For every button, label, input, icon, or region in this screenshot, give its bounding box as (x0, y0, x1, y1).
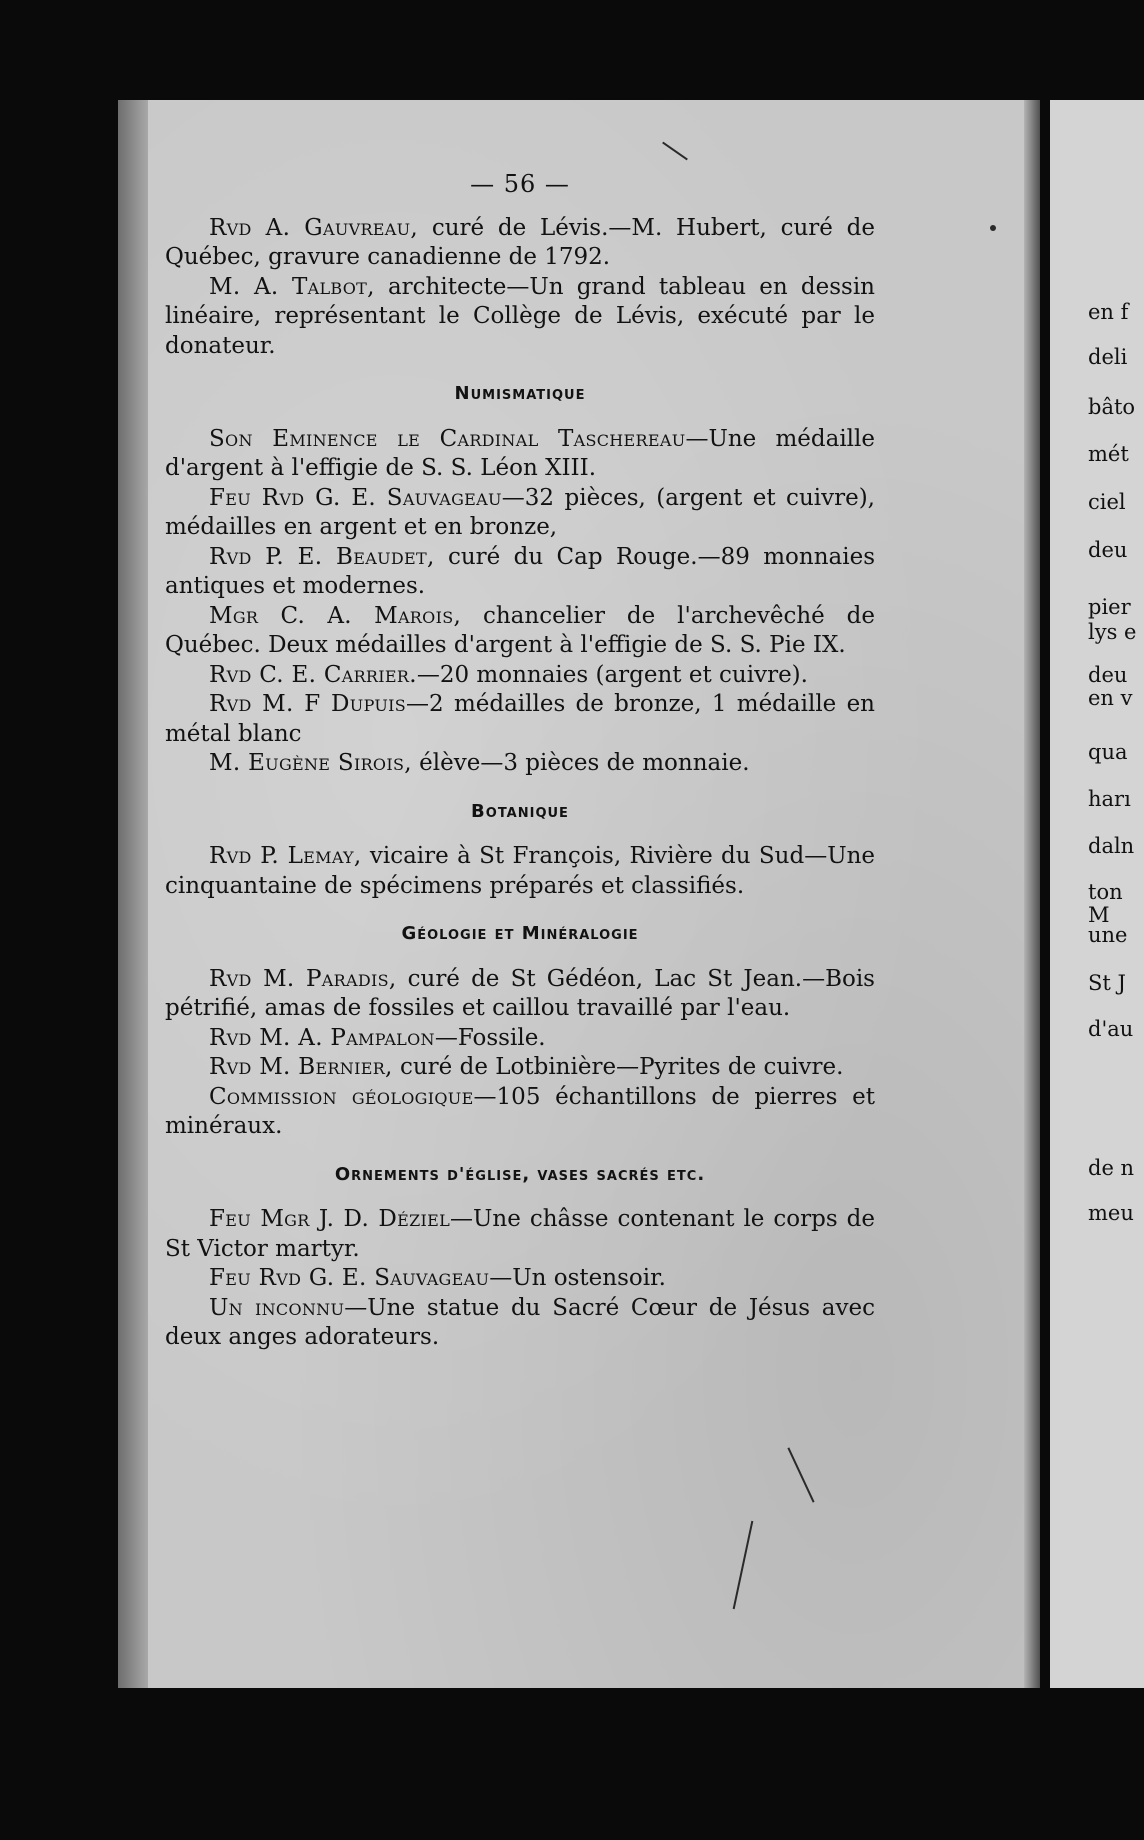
page-gutter-left (118, 100, 148, 1688)
donation-description: —2 médailles de bronze, 1 médaille en métal blanc (165, 691, 875, 747)
adjacent-text-fragment: de n (1088, 1156, 1135, 1180)
donor-name: Son Eminence le Cardinal Taschereau (209, 425, 686, 452)
donor-name: Rvd M. A. Pampalon (209, 1024, 435, 1051)
section-heading: Géologie et Minéralogie (401, 923, 639, 944)
donation-entry (165, 1205, 875, 1264)
donation-description: architecte—Un grand tableau en dessin linéaire, représentant le Collège de Lévis, exécuté par le donateur. (165, 273, 875, 359)
adjacent-text-fragment: ton (1088, 880, 1123, 904)
donation-description: curé de Lotbinière—Pyrites de cuivre. (392, 1054, 844, 1080)
donation-description: curé du Cap Rouge.—89 monnaies antiques et modernes. (165, 543, 875, 599)
donation-description: —32 pièces, (argent et cuivre), médailles en argent et en bronze, (165, 484, 875, 540)
donation-entry (165, 965, 875, 1024)
adjacent-text-fragment: harı (1088, 787, 1131, 811)
donation-entry (165, 273, 875, 362)
donor-name: Feu Mgr J. D. Déziel (209, 1206, 451, 1232)
donation-entry (165, 1083, 875, 1142)
donation-description: curé de St Gédéon, Lac St Jean.—Bois pétrifié, amas de fossiles et caillou travaillé par l'eau. (165, 965, 875, 1021)
donor-name: M. Eugène Sirois, (209, 750, 412, 776)
donation-entry (165, 602, 875, 661)
donor-name: Rvd C. E. Carrier. (209, 661, 417, 688)
donation-description: —Une statue du Sacré Cœur de Jésus avec deux anges adorateurs. (165, 1294, 876, 1350)
adjacent-text-fragment: deli (1088, 345, 1128, 369)
adjacent-text-fragment: pier (1088, 595, 1131, 619)
adjacent-text-fragment: une (1088, 923, 1128, 947)
adjacent-page-edge (1050, 100, 1144, 1688)
donation-entry (165, 749, 875, 779)
donor-name: M. A. Talbot, (209, 273, 375, 300)
adjacent-text-fragment: deu (1088, 663, 1128, 687)
section-heading: Numismatique (454, 383, 586, 404)
adjacent-text-fragment: mét (1088, 442, 1129, 466)
adjacent-text-fragment: daln (1088, 834, 1135, 858)
adjacent-text-fragment: qua (1088, 740, 1128, 764)
donation-description: —Fossile. (434, 1024, 546, 1051)
page-gutter-right (1024, 100, 1040, 1688)
donor-name: Rvd M. Bernier, (209, 1054, 393, 1080)
page-text (165, 170, 875, 1353)
donation-description: chancelier de l'archevêché de Québec. Deux médailles d'argent à l'effigie de S. S. Pie IX. (165, 602, 875, 658)
section-heading: Botanique (471, 800, 569, 822)
donation-entry (165, 484, 875, 543)
adjacent-text-fragment: lys e (1088, 620, 1137, 644)
donation-entry (165, 543, 875, 602)
adjacent-text-fragment: M (1088, 903, 1110, 927)
page-number: — 56 — (470, 170, 570, 198)
donor-name: Un inconnu (209, 1294, 345, 1321)
donor-name: Rvd P. E. Beaudet, (209, 543, 435, 570)
donation-entry (165, 1024, 875, 1054)
donation-description: —20 monnaies (argent et cuivre). (416, 661, 808, 688)
donation-description: —Un ostensoir. (489, 1265, 666, 1291)
adjacent-text-fragment: ciel (1088, 490, 1126, 514)
donor-name: Commission géologique (209, 1083, 474, 1110)
donation-entry (165, 1053, 875, 1083)
adjacent-text-fragment: meu (1088, 1201, 1134, 1225)
donation-description: curé de Lévis.—M. Hubert, curé de Québec, gravure canadienne de 1792. (165, 214, 875, 270)
donation-entry (165, 1264, 875, 1294)
donor-name: Feu Rvd G. E. Sauvageau (209, 1265, 490, 1291)
donation-entry (165, 425, 875, 484)
donation-entry (165, 690, 875, 749)
donation-description: vicaire à St François, Rivière du Sud—Une cinquantaine de spécimens préparés et classifiés. (165, 843, 875, 899)
adjacent-text-fragment: d'au (1088, 1017, 1134, 1041)
adjacent-text-fragment: deu (1088, 538, 1128, 562)
donor-name: Rvd M. Paradis, (209, 965, 397, 992)
donor-name: Rvd A. Gauvreau, (209, 214, 419, 241)
donor-name: Mgr C. A. Marois, (209, 602, 462, 629)
donation-description: —Une châsse contenant le corps de St Victor martyr. (165, 1206, 875, 1262)
donor-name: Rvd P. Lemay, (209, 843, 362, 869)
donation-description: —Une médaille d'argent à l'effigie de S. S. Léon XIII. (165, 425, 875, 481)
section-heading: Ornements d'église, vases sacrés etc. (334, 1163, 706, 1185)
adjacent-text-fragment: en f (1088, 300, 1129, 324)
adjacent-text-fragment: en v (1088, 686, 1133, 710)
adjacent-text-fragment: bâto (1088, 395, 1136, 419)
page-sections (165, 214, 875, 1353)
donation-entry (165, 1294, 875, 1353)
donor-name: Rvd M. F Dupuis (209, 691, 407, 717)
donor-name: Feu Rvd G. E. Sauvageau (209, 484, 502, 511)
donation-entry (165, 842, 875, 901)
donation-description: —105 échantillons de pierres et minéraux. (165, 1083, 875, 1139)
donation-entry (165, 661, 875, 691)
adjacent-text-fragment: St J (1088, 971, 1126, 995)
donation-description: élève—3 pièces de monnaie. (411, 750, 750, 776)
scan-speck (990, 225, 996, 231)
donation-entry (165, 214, 875, 273)
